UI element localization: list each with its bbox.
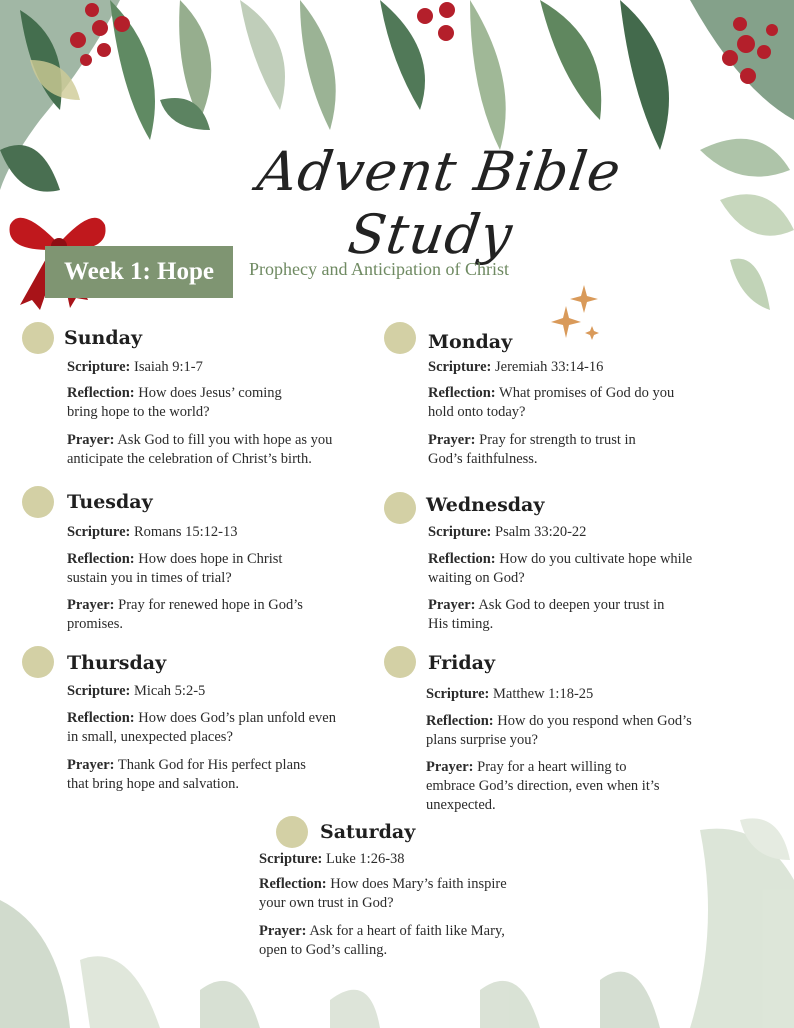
- prayer-line: [428, 430, 636, 450]
- reflection-text: What promises of God do you: [499, 385, 675, 401]
- prayer-label: Prayer:: [67, 432, 115, 448]
- prayer-label: Prayer:: [426, 759, 474, 775]
- scripture-line: [259, 849, 405, 869]
- prayer-text: Pray for a heart willing to: [477, 759, 627, 775]
- day-name: Saturday: [320, 821, 416, 843]
- prayer-line: [67, 430, 332, 450]
- reflection-text-cont: hold onto today?: [428, 404, 526, 420]
- scripture-line: [428, 357, 603, 377]
- scripture-line: [428, 522, 586, 542]
- reflection-label: Reflection:: [67, 551, 135, 567]
- day-name: Wednesday: [426, 494, 545, 516]
- page-title: Advent Bible Study: [253, 140, 626, 266]
- scripture-ref: Jeremiah 33:14-16: [495, 359, 604, 375]
- prayer-text: Pray for strength to trust in: [479, 432, 636, 448]
- prayer-text: Ask God to fill you with hope as you: [117, 432, 333, 448]
- prayer-text: Ask God to deepen your trust in: [478, 597, 665, 613]
- sparkles: [551, 285, 599, 340]
- reflection-label: Reflection:: [428, 385, 496, 401]
- scripture-line: [67, 522, 238, 542]
- prayer-text-cont: promises.: [67, 616, 123, 632]
- prayer-text: Thank God for His perfect plans: [117, 757, 306, 773]
- reflection-text: How does Mary’s faith inspire: [330, 876, 507, 892]
- reflection-line: [259, 874, 507, 894]
- scripture-ref: Psalm 33:20-22: [495, 524, 587, 540]
- day-name: Thursday: [67, 652, 167, 674]
- scripture-line: [426, 684, 593, 704]
- reflection-text: How does God’s plan unfold even: [138, 710, 336, 726]
- reflection-text: How do you respond when God’s: [497, 713, 692, 729]
- scripture-label: Scripture:: [67, 683, 131, 699]
- prayer-text: Pray for renewed hope in God’s: [118, 597, 303, 613]
- prayer-line: [426, 757, 627, 777]
- day-name: Sunday: [64, 327, 142, 349]
- scripture-ref: Isaiah 9:1-7: [134, 359, 203, 375]
- prayer-text-cont: embrace God’s direction, even when it’s: [426, 778, 660, 794]
- day-dot: [384, 492, 416, 524]
- prayer-label: Prayer:: [67, 597, 115, 613]
- day-dot: [22, 322, 54, 354]
- day-name: Tuesday: [67, 491, 153, 513]
- prayer-text-cont: God’s faithfulness.: [428, 451, 538, 467]
- reflection-text-cont: plans surprise you?: [426, 732, 538, 748]
- scripture-label: Scripture:: [67, 359, 131, 375]
- scripture-ref: Micah 5:2-5: [134, 683, 206, 699]
- scripture-label: Scripture:: [426, 686, 490, 702]
- scripture-label: Scripture:: [428, 359, 492, 375]
- prayer-text-cont: open to God’s calling.: [259, 942, 388, 958]
- prayer-text-cont: that bring hope and salvation.: [67, 776, 239, 792]
- day-dot: [22, 486, 54, 518]
- reflection-line: [67, 549, 282, 569]
- reflection-text-cont: sustain you in times of trial?: [67, 570, 232, 586]
- reflection-line: [426, 711, 692, 731]
- prayer-text: Ask for a heart of faith like Mary,: [309, 923, 505, 939]
- scripture-label: Scripture:: [259, 851, 323, 867]
- reflection-text-cont: your own trust in God?: [259, 895, 394, 911]
- prayer-line: [428, 595, 664, 615]
- reflection-line: [428, 383, 674, 403]
- day-dot: [384, 322, 416, 354]
- prayer-label: Prayer:: [67, 757, 115, 773]
- week-banner: Week 1: Hope: [45, 246, 233, 298]
- reflection-label: Reflection:: [259, 876, 327, 892]
- prayer-label: Prayer:: [428, 597, 476, 613]
- day-dot: [276, 816, 308, 848]
- prayer-text-cont: unexpected.: [426, 797, 496, 813]
- day-name: Monday: [428, 331, 513, 353]
- scripture-label: Scripture:: [67, 524, 131, 540]
- reflection-text: How do you cultivate hope while: [499, 551, 693, 567]
- scripture-ref: Luke 1:26-38: [326, 851, 405, 867]
- reflection-text-cont: bring hope to the world?: [67, 404, 210, 420]
- prayer-label: Prayer:: [428, 432, 476, 448]
- scripture-line: [67, 681, 205, 701]
- day-dot: [384, 646, 416, 678]
- reflection-line: [67, 708, 336, 728]
- reflection-text: How does hope in Christ: [138, 551, 283, 567]
- scripture-label: Scripture:: [428, 524, 492, 540]
- reflection-text-cont: in small, unexpected places?: [67, 729, 233, 745]
- prayer-text-cont: anticipate the celebration of Christ’s birth.: [67, 451, 312, 467]
- scripture-line: [67, 357, 203, 377]
- prayer-label: Prayer:: [259, 923, 307, 939]
- reflection-line: [428, 549, 692, 569]
- reflection-label: Reflection:: [67, 385, 135, 401]
- reflection-label: Reflection:: [67, 710, 135, 726]
- reflection-label: Reflection:: [426, 713, 494, 729]
- day-dot: [22, 646, 54, 678]
- reflection-line: [67, 383, 282, 403]
- prayer-line: [67, 755, 306, 775]
- reflection-text: How does Jesus’ coming: [138, 385, 282, 401]
- prayer-line: [67, 595, 303, 615]
- reflection-label: Reflection:: [428, 551, 496, 567]
- scripture-ref: Romans 15:12-13: [134, 524, 238, 540]
- week-subtitle: Prophecy and Anticipation of Christ: [249, 259, 509, 279]
- scripture-ref: Matthew 1:18-25: [493, 686, 594, 702]
- prayer-line: [259, 921, 505, 941]
- prayer-text-cont: His timing.: [428, 616, 494, 632]
- reflection-text-cont: waiting on God?: [428, 570, 525, 586]
- day-name: Friday: [428, 652, 496, 674]
